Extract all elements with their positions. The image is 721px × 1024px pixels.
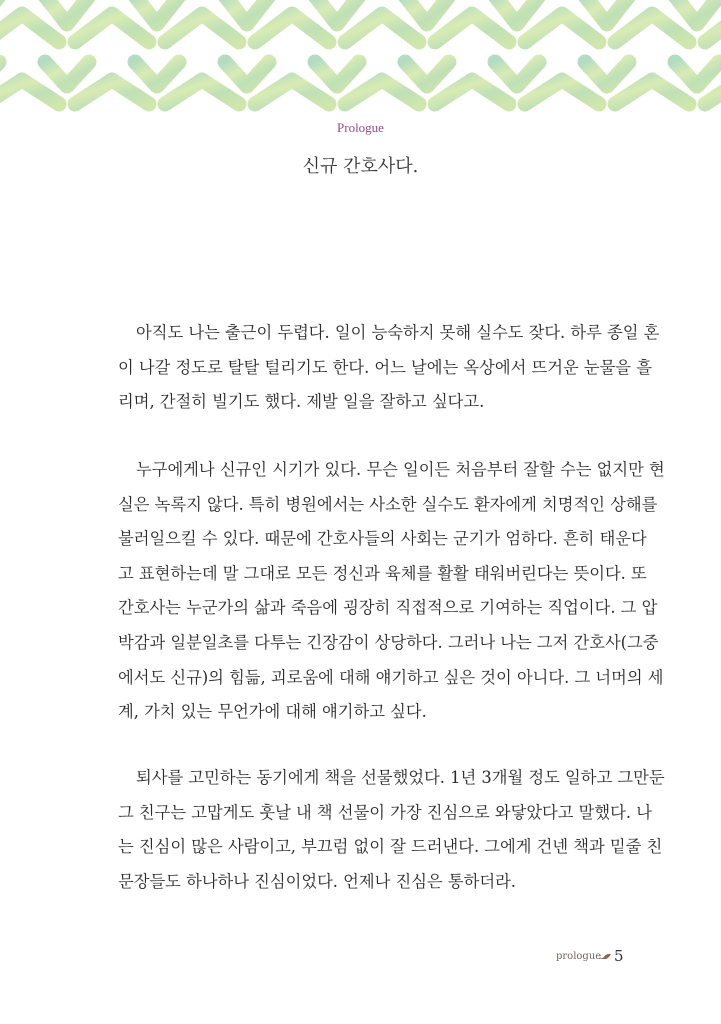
chevron-shape bbox=[135, 62, 179, 86]
chevron-shape bbox=[525, 80, 599, 104]
chevron-shape bbox=[75, 80, 149, 104]
chevron-shape bbox=[405, 0, 449, 24]
chevron-shape bbox=[675, 0, 719, 24]
body-line: 문장들도 하나하나 진심이었다. 언제나 진심은 통하더라. bbox=[118, 871, 516, 891]
chevron-shape bbox=[585, 0, 629, 24]
leaf-icon bbox=[597, 953, 611, 961]
chevron-shape bbox=[315, 62, 359, 86]
chevron-shape bbox=[435, 80, 509, 104]
chevron-shape bbox=[495, 62, 539, 86]
chevron-shape bbox=[615, 14, 689, 42]
chapter-kicker: Prologue bbox=[337, 120, 384, 135]
chevron-shape bbox=[0, 80, 59, 104]
body-line: 는 진심이 많은 사람이고, 부끄럼 없이 잘 드러낸다. 그에게 건넨 책과 밑줄 친 bbox=[118, 837, 663, 857]
body-line: 간호사는 누군가의 삶과 죽음에 굉장히 직접적으로 기여하는 직업이다. 그 압 bbox=[118, 598, 658, 618]
chevron-shape bbox=[675, 62, 719, 86]
chevron-shape bbox=[255, 14, 329, 42]
body-line: 에서도 신규)의 힘듦, 괴로움에 대해 얘기하고 싶은 것이 아니다. 그 너머의 세 bbox=[118, 667, 664, 687]
body-line: 고 표현하는데 말 그대로 모든 정신과 육체를 활활 태워버린다는 뜻이다. 또 bbox=[118, 563, 647, 583]
body-line: 아직도 나는 출근이 두렵다. 일이 능숙하지 못해 실수도 잦다. 하루 종일 혼 bbox=[136, 323, 660, 342]
body-line: 그 친구는 고맙게도 훗날 내 책 선물이 가장 진심으로 와닿았다고 말했다. 나 bbox=[118, 802, 652, 822]
body-line: 계, 가치 있는 무언가에 대해 얘기하고 싶다. bbox=[118, 702, 427, 722]
running-footer: prologue bbox=[556, 951, 602, 962]
chevron-shape bbox=[225, 0, 269, 24]
chevron-shape bbox=[165, 14, 239, 42]
chevron-shape bbox=[585, 62, 629, 86]
chevron-shape bbox=[45, 62, 89, 86]
chevron-shape bbox=[315, 0, 359, 24]
chevron-shape bbox=[525, 14, 599, 42]
chapter-title: 신규 간호사다. bbox=[302, 156, 419, 177]
chevron-shape bbox=[495, 0, 539, 24]
body-line: 실은 녹록지 않다. 특히 병원에서는 사소한 실수도 환자에게 치명적인 상해를 bbox=[118, 494, 658, 514]
chevron-shape bbox=[0, 14, 59, 42]
body-line: 퇴사를 고민하는 동기에게 책을 선물했었다. 1년 3개월 정도 일하고 그만둔 bbox=[136, 768, 665, 787]
chevron-shape bbox=[615, 80, 689, 104]
page-number: 5 bbox=[614, 947, 624, 965]
chevron-shape bbox=[225, 62, 269, 86]
chevron-shape bbox=[45, 0, 89, 24]
body-line: 누구에게나 신규인 시기가 있다. 무슨 일이든 처음부터 잘할 수는 없지만 현 bbox=[136, 460, 665, 479]
chevron-shape bbox=[345, 14, 419, 42]
chevron-shape bbox=[345, 80, 419, 104]
chevron-shape bbox=[435, 14, 509, 42]
chevron-shape bbox=[405, 62, 449, 86]
decorative-chevron-banner bbox=[0, 0, 721, 112]
body-line: 리며, 간절히 빌기도 했다. 제발 일을 잘하고 싶다고. bbox=[118, 392, 485, 412]
chevron-shape bbox=[165, 80, 239, 104]
chevron-shape bbox=[255, 80, 329, 104]
body-line: 불러일으킬 수 있다. 때문에 간호사들의 사회는 군기가 엄하다. 흔히 태운다 bbox=[118, 529, 647, 549]
body-line: 박감과 일분일초를 다투는 긴장감이 상당하다. 그러나 나는 그저 간호사(그중 bbox=[118, 633, 659, 652]
chevron-shape bbox=[75, 14, 149, 42]
body-line: 이 나갈 정도로 탈탈 털리기도 한다. 어느 날에는 옥상에서 뜨거운 눈물을 흘 bbox=[118, 357, 652, 377]
chevron-shape bbox=[135, 0, 179, 24]
